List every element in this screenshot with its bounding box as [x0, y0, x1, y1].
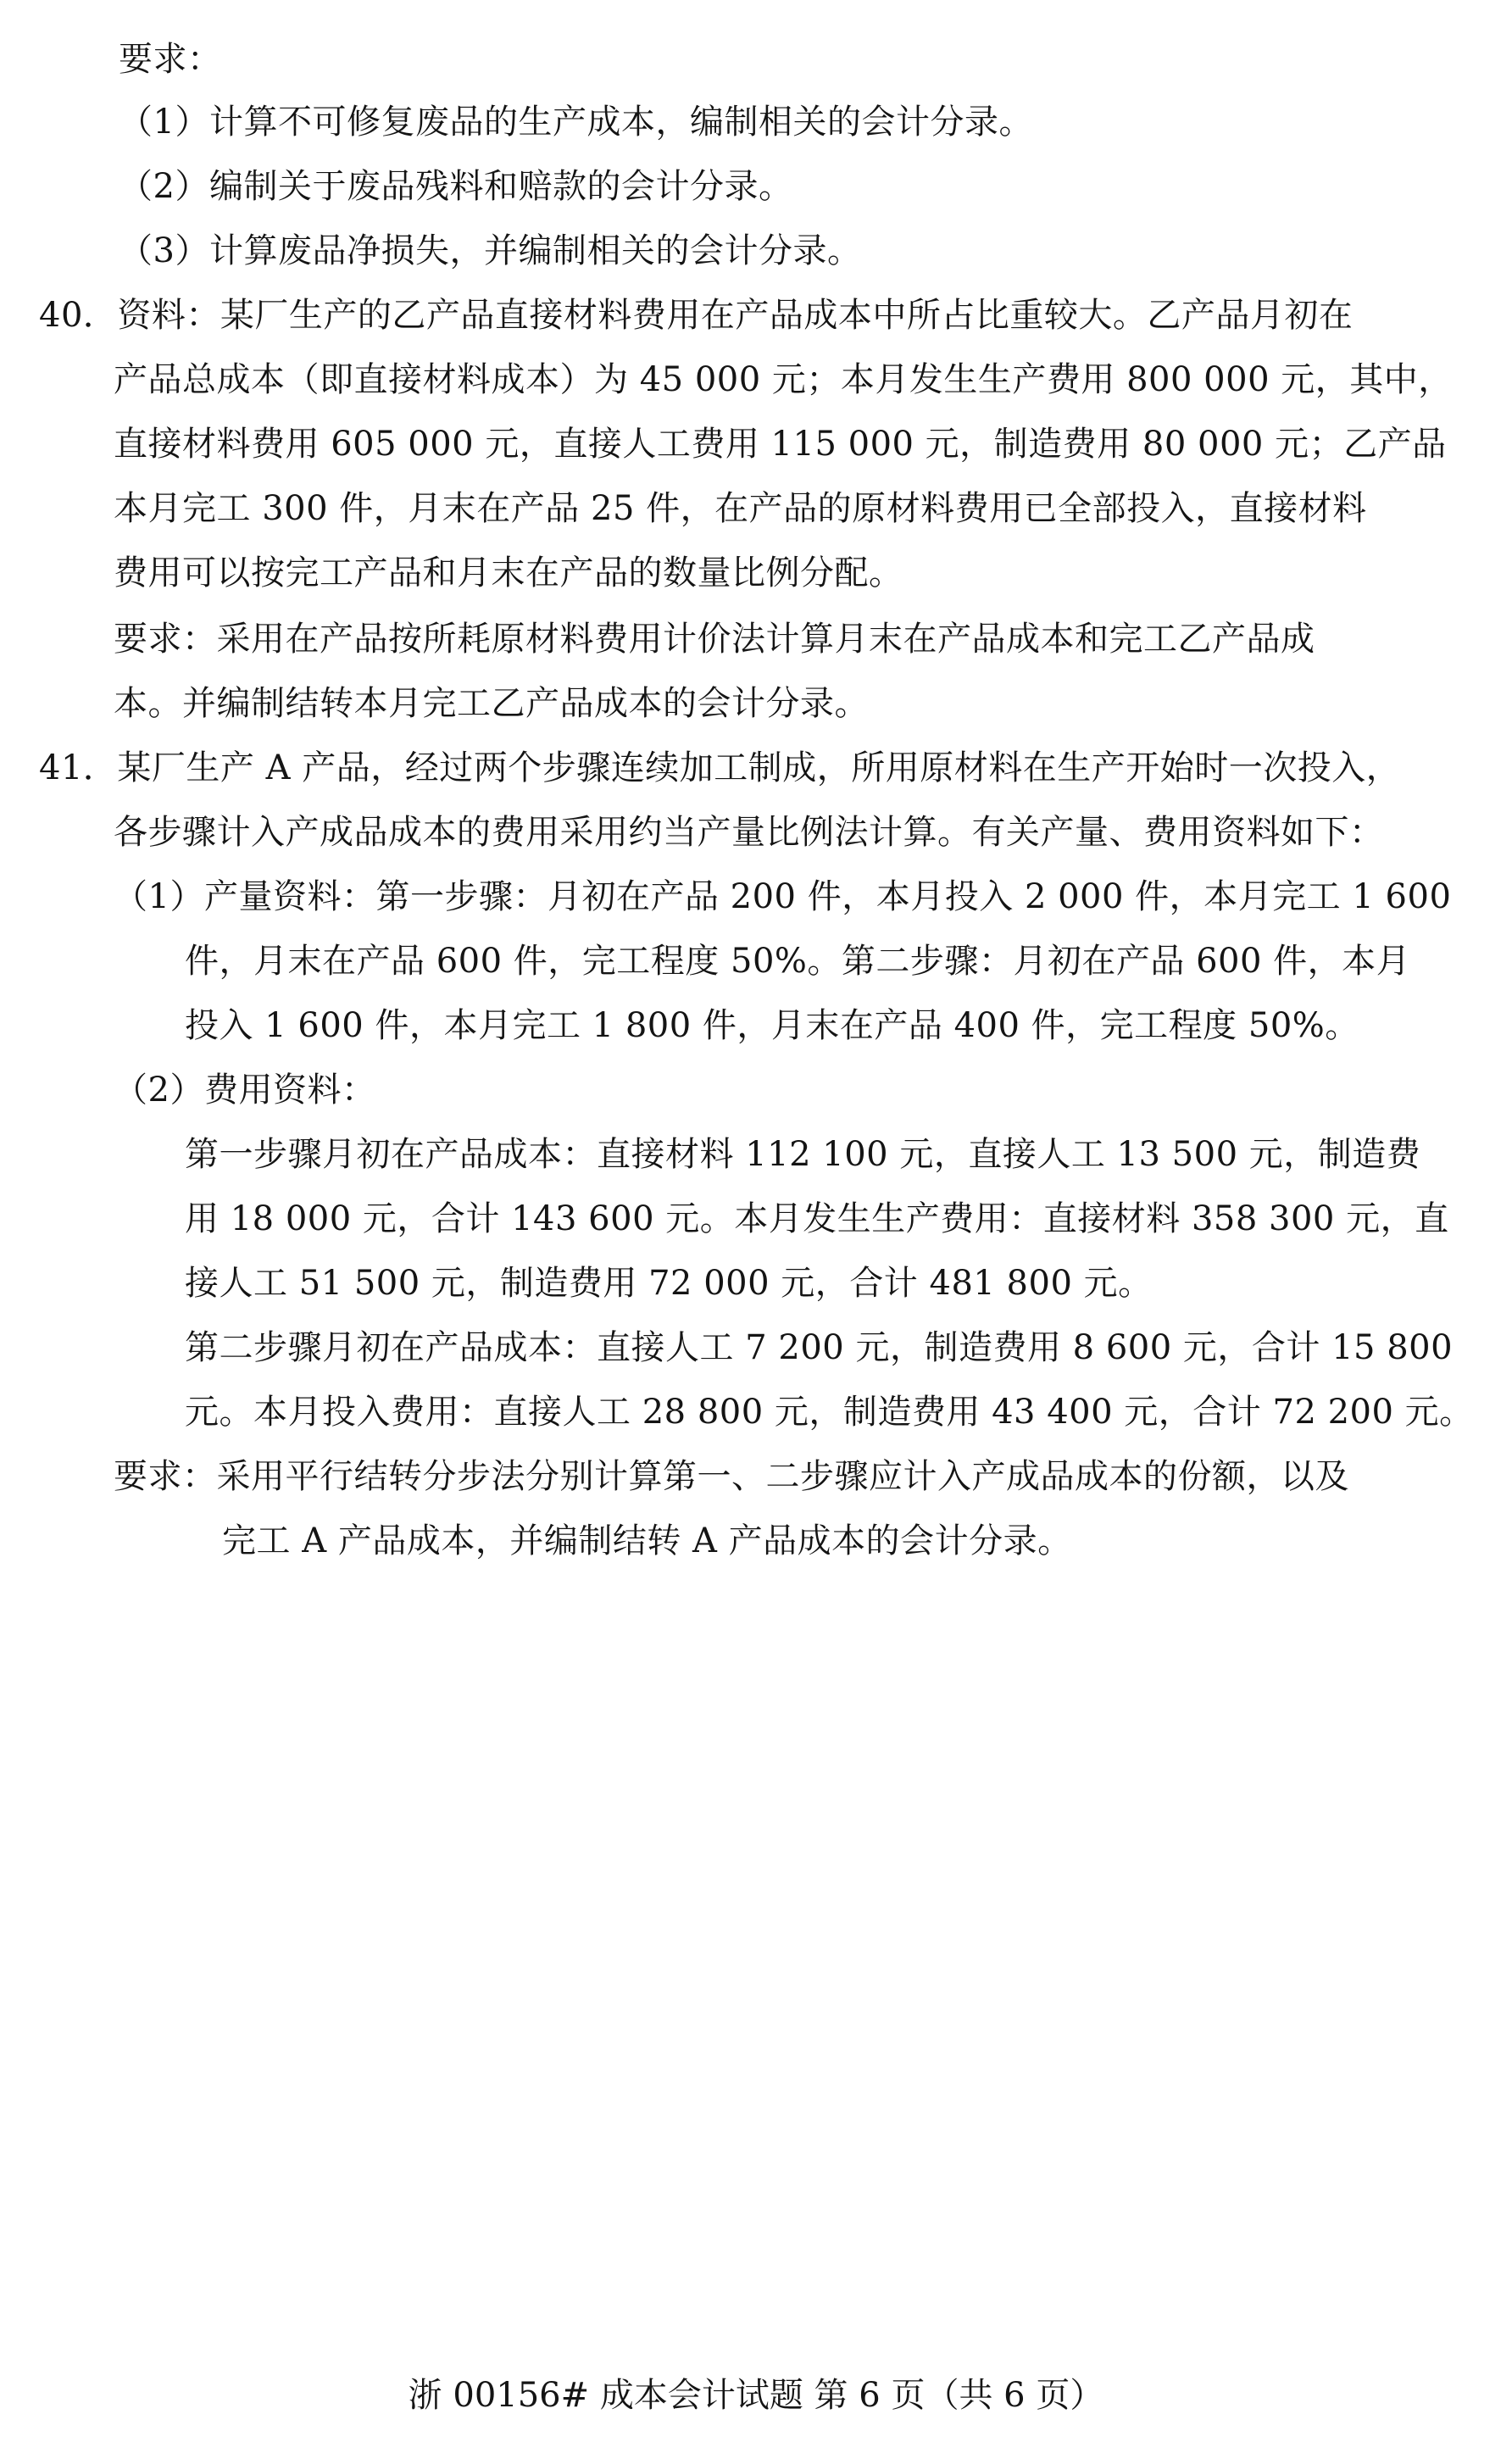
q39-item-1: （1）计算不可修复废品的生产成本，编制相关的会计分录。: [119, 103, 1033, 142]
q40-line-4: 本月完工 300 件，月末在产品 25 件，在产品的原材料费用已全部投入，直接材料: [114, 489, 1367, 528]
q41-requirement-line-2: 完工 A 产品成本，并编制结转 A 产品成本的会计分录。: [222, 1521, 1072, 1560]
q41-step1-line-2: 用 18 000 元，合计 143 600 元。本月发生生产费用：直接材料 358 300 元，直: [185, 1199, 1449, 1238]
q41-step2-line-1: 第二步骤月初在产品成本：直接人工 7 200 元，制造费用 8 600 元，合计 15 800: [185, 1328, 1454, 1367]
page-footer: 浙 00156# 成本会计试题 第 6 页（共 6 页）: [408, 2376, 1104, 2415]
q41-step1-line-1: 第一步骤月初在产品成本：直接材料 112 100 元，直接人工 13 500 元，制造费: [185, 1135, 1421, 1174]
q41-output-line-3: 投入 1 600 件，本月完工 1 800 件，月末在产品 400 件，完工程度 50%。: [185, 1006, 1359, 1045]
q41-step1-line-3: 接人工 51 500 元，制造费用 72 000 元，合计 481 800 元。: [185, 1264, 1153, 1303]
q41-requirement-line-1: 要求：采用平行结转分步法分别计算第一、二步骤应计入产成品成本的份额，以及: [114, 1457, 1349, 1496]
q41-output-line-1: （1）产量资料：第一步骤：月初在产品 200 件，本月投入 2 000 件，本月完工 1 600: [114, 877, 1452, 916]
q41-intro-line-1: 41．某厂生产 A 产品，经过两个步骤连续加工制成，所用原材料在生产开始时一次投入，: [39, 748, 1401, 787]
q39-requirement-heading: 要求：: [119, 40, 222, 79]
q39-item-3: （3）计算废品净损失，并编制相关的会计分录。: [119, 231, 862, 270]
q40-line-5: 费用可以按完工产品和月末在产品的数量比例分配。: [114, 553, 903, 592]
q41-output-line-2: 件，月末在产品 600 件，完工程度 50%。第二步骤：月初在产品 600 件，本月: [185, 942, 1411, 981]
q40-line-3: 直接材料费用 605 000 元，直接人工费用 115 000 元，制造费用 80 000 元；乙产品: [114, 425, 1447, 464]
q40-line-2: 产品总成本（即直接材料成本）为 45 000 元；本月发生生产费用 800 000 元，其中，: [114, 360, 1453, 399]
q39-item-2: （2）编制关于废品残料和赔款的会计分录。: [119, 167, 793, 206]
q41-intro-line-2: 各步骤计入产成品成本的费用采用约当产量比例法计算。有关产量、费用资料如下：: [114, 813, 1384, 852]
q41-step2-line-2: 元。本月投入费用：直接人工 28 800 元，制造费用 43 400 元，合计 72 200 元。: [185, 1393, 1474, 1432]
q40-requirement-line-2: 本。并编制结转本月完工乙产品成本的会计分录。: [114, 684, 869, 723]
q40-requirement-line-1: 要求：采用在产品按所耗原材料费用计价法计算月末在产品成本和完工乙产品成: [114, 620, 1315, 659]
q40-line-1: 40．资料：某厂生产的乙产品直接材料费用在产品成本中所占比重较大。乙产品月初在: [39, 296, 1354, 335]
q41-cost-heading: （2）费用资料：: [114, 1071, 376, 1110]
